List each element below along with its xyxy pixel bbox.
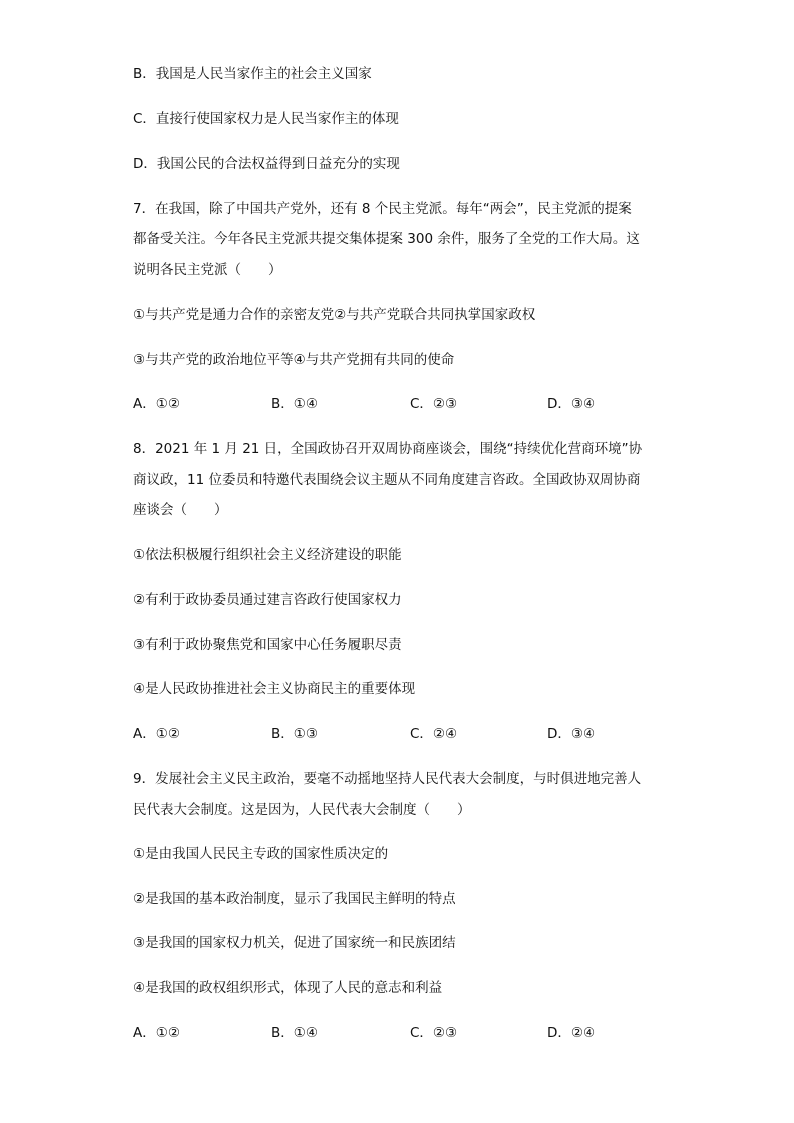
q9-option-d: D．②④: [547, 1025, 596, 1041]
q8-option-a: A．①②: [133, 726, 180, 742]
q8-statement-3: ③有利于政协聚焦党和国家中心任务履职尽责: [133, 637, 402, 653]
q7-option-b: B．①④: [271, 396, 318, 412]
q6-option-b: B．我国是人民当家作主的社会主义国家: [133, 66, 372, 82]
q8-stem-line-3: 座谈会（ ）: [133, 502, 228, 518]
q9-option-a: A．①②: [133, 1025, 180, 1041]
q9-option-b: B．①④: [271, 1025, 318, 1041]
q8-option-b: B．①③: [271, 726, 318, 742]
q8-stem-line-2: 商议政，11 位委员和特邀代表围绕会议主题从不同角度建言咨政。全国政协双周协商: [133, 472, 641, 488]
q8-option-d: D．③④: [547, 726, 596, 742]
q7-statement-3-4: ③与共产党的政治地位平等④与共产党拥有共同的使命: [133, 352, 455, 368]
q9-statement-4: ④是我国的政权组织形式，体现了人民的意志和利益: [133, 980, 443, 996]
q9-answer-options: [133, 1027, 693, 1108]
q7-stem-line-1: 7．在我国，除了中国共产党外，还有 8 个民主党派。每年“两会”，民主党派的提案: [133, 201, 632, 217]
q7-option-c: C．②③: [410, 396, 458, 412]
q7-answer-options: [133, 398, 693, 479]
q8-statement-4: ④是人民政协推进社会主义协商民主的重要体现: [133, 681, 416, 697]
q8-statement-1: ①依法积极履行组织社会主义经济建设的职能: [133, 547, 402, 563]
q8-answer-options: [133, 728, 693, 809]
q8-stem-line-1: 8．2021 年 1 月 21 日，全国政协召开双周协商座谈会，围绕“持续优化营商环境”协: [133, 441, 643, 457]
q7-option-d: D．③④: [547, 396, 596, 412]
q6-option-d: D．我国公民的合法权益得到日益充分的实现: [133, 156, 400, 172]
q9-statement-2: ②是我国的基本政治制度，显示了我国民主鲜明的特点: [133, 891, 456, 907]
q9-stem-line-1: 9．发展社会主义民主政治，要毫不动摇地坚持人民代表大会制度，与时俱进地完善人: [133, 771, 642, 787]
q7-stem-line-3: 说明各民主党派（ ）: [133, 262, 282, 278]
q9-statement-1: ①是由我国人民民主专政的国家性质决定的: [133, 846, 389, 862]
q8-statement-2: ②有利于政协委员通过建言咨政行使国家权力: [133, 592, 402, 608]
q6-option-c: C．直接行使国家权力是人民当家作主的体现: [133, 111, 399, 127]
q7-statement-1-2: ①与共产党是通力合作的亲密友党②与共产党联合共同执掌国家政权: [133, 307, 536, 323]
q7-stem-line-2: 都备受关注。今年各民主党派共提交集体提案 300 余件，服务了全党的工作大局。这: [133, 231, 640, 247]
q7-option-a: A．①②: [133, 396, 180, 412]
q9-option-c: C．②③: [410, 1025, 458, 1041]
q8-option-c: C．②④: [410, 726, 458, 742]
q9-stem-line-2: 民代表大会制度。这是因为，人民代表大会制度（ ）: [133, 802, 471, 818]
q9-statement-3: ③是我国的国家权力机关，促进了国家统一和民族团结: [133, 935, 456, 951]
